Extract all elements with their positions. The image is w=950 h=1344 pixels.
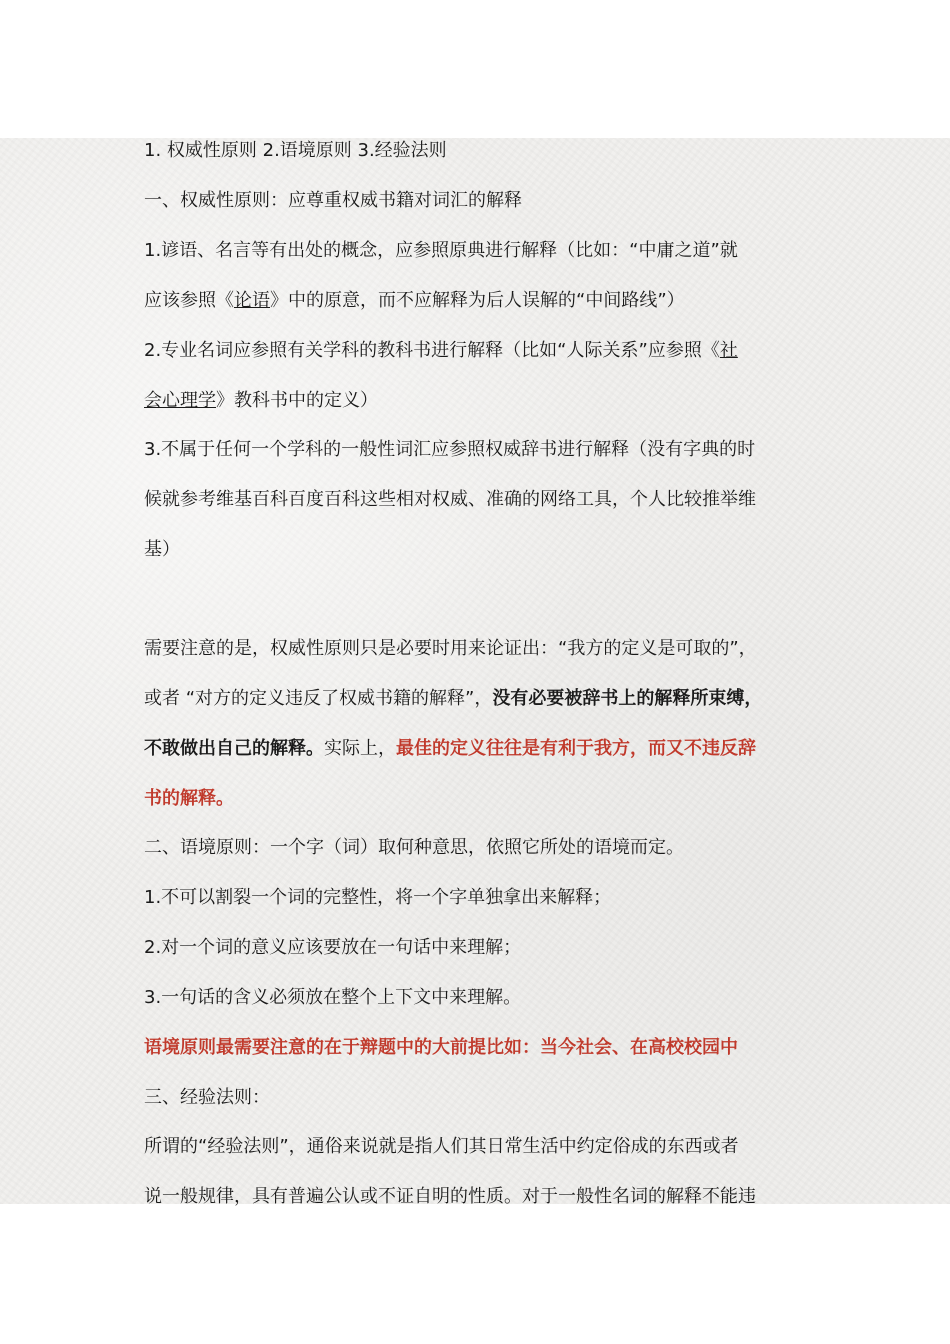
lunyu-link[interactable]: 论语 [234,290,270,311]
context-item-2: 2.对一个词的意义应该要放在一句话中来理解； [144,937,522,958]
context-item-1: 1.不可以割裂一个词的完整性，将一个字单独拿出来解释； [144,887,612,908]
authority-item-1-line-2: 应该参照《论语》中的原意，而不应解释为后人误解的“中间路线”） [144,290,685,311]
heading-context-principle: 二、语境原则：一个字（词）取何种意思，依照它所处的语境而定。 [144,837,684,858]
note-line-1: 需要注意的是，权威性原则只是必要时用来论证出：“我方的定义是可取的”， [144,638,757,659]
red-emphasis: 最佳的定义往往是有利于我方，而又不违反辞 [396,738,756,759]
context-item-3: 3.一句话的含义必须放在整个上下文中来理解。 [144,987,522,1008]
context-red-note: 语境原则最需要注意的在于辩题中的大前提比如：当今社会、在高校校园中 [144,1037,738,1058]
experience-line-1: 所谓的“经验法则”，通俗来说就是指人们其日常生活中约定俗成的东西或者 [144,1136,739,1157]
principles-summary: 1. 权威性原则 2.语境原则 3.经验法则 [144,140,447,161]
bold-emphasis-continued: 不敢做出自己的解释。 [144,738,324,759]
bold-emphasis: 没有必要被辞书上的解释所束缚， [492,688,763,709]
social-psychology-link-part-2[interactable]: 会心理学 [144,390,216,411]
authority-item-2-line-2: 会心理学》教科书中的定义） [144,390,378,411]
authority-item-1-line-1: 1.谚语、名言等有出处的概念，应参照原典进行解释（比如：“中庸之道”就 [144,240,738,261]
experience-line-2: 说一般规律，具有普遍公认或不证自明的性质。对于一般性名词的解释不能违 [144,1186,756,1207]
heading-experience-rule: 三、经验法则： [144,1087,270,1108]
authority-item-3-line-1: 3.不属于任何一个学科的一般性词汇应参照权威辞书进行解释（没有字典的时 [144,439,756,460]
heading-authority-principle: 一、权威性原则：应尊重权威书籍对词汇的解释 [144,190,522,211]
authority-item-2-line-1: 2.专业名词应参照有关学科的教科书进行解释（比如“人际关系”应参照《社 [144,340,738,361]
red-emphasis-continued: 书的解释。 [144,788,234,809]
social-psychology-link-part-1[interactable]: 社 [719,340,738,361]
note-line-4 [144,787,824,811]
note-line-2: 或者 “对方的定义违反了权威书籍的解释”，没有必要被辞书上的解释所束缚， [144,688,763,709]
authority-item-3-line-2: 候就参考维基百科百度百科这些相对权威、准确的网络工具，个人比较推举维 [144,489,756,510]
note-line-3: 不敢做出自己的解释。实际上，最佳的定义往往是有利于我方，而又不违反辞 [144,738,756,759]
authority-item-3-line-3: 基） [144,539,180,560]
